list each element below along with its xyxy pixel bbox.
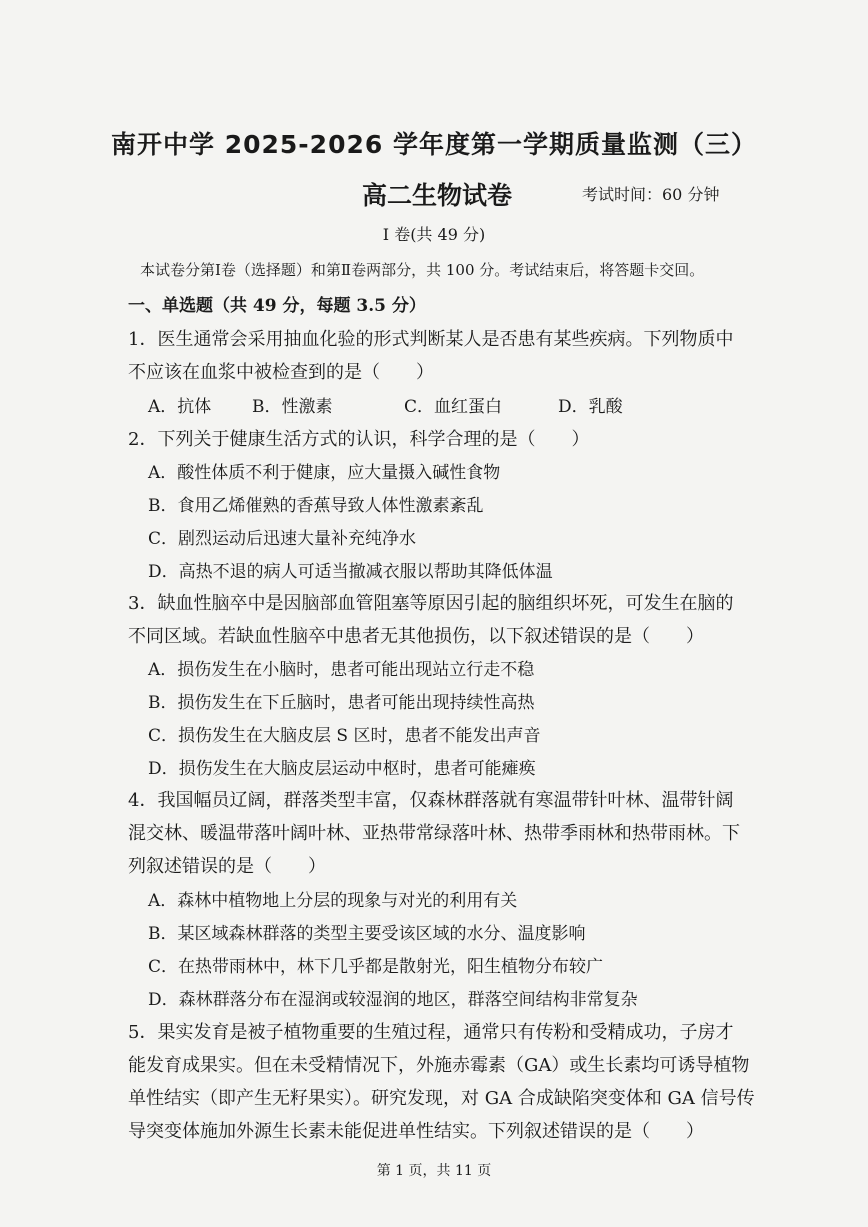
question-5-line-2: 能发育成果实。但在未受精情况下，外施赤霉素（GA）或生长素均可诱导植物 [128,1055,750,1076]
question-4-line-3: 列叙述错误的是（ ） [128,856,326,877]
question-1-line-1: 1．医生通常会采用抽血化验的形式判断某人是否患有某些疾病。下列物质中 [128,329,734,350]
question-4-option-b: B．某区域森林群落的类型主要受该区域的水分、温度影响 [148,924,586,944]
question-1-option-d: D．乳酸 [558,397,623,417]
question-2-line-1: 2．下列关于健康生活方式的认识，科学合理的是（ ） [128,429,590,450]
page-footer: 第 1 页，共 11 页 [376,1163,492,1179]
question-2-option-a: A．酸性体质不利于健康，应大量摄入碱性食物 [148,463,501,483]
question-4-line-1: 4．我国幅员辽阔，群落类型丰富，仅森林群落就有寒温带针叶林、温带针阔 [128,790,734,811]
question-5-line-3: 单性结实（即产生无籽果实）。研究发现，对 GA 合成缺陷突变体和 GA 信号传 [128,1088,755,1109]
question-4-option-a: A．森林中植物地上分层的现象与对光的利用有关 [148,891,518,911]
question-1-option-c: C．血红蛋白 [404,397,503,417]
question-4-option-c: C．在热带雨林中，林下几乎都是散射光，阳生植物分布较广 [148,957,604,977]
section-title: 一、单选题（共 49 分，每题 3.5 分） [128,296,426,316]
question-1-line-2: 不应该在血浆中被检查到的是（ ） [128,362,434,383]
question-2-option-b: B．食用乙烯催熟的香蕉导致人体性激素紊乱 [148,496,484,516]
exam-time: 考试时间：60 分钟 [582,185,720,204]
question-5-line-1: 5．果实发育是被子植物重要的生殖过程，通常只有传粉和受精成功，子房才 [128,1022,734,1043]
question-1-options [148,392,623,417]
exam-title: 南开中学 2025-2026 学年度第一学期质量监测（三） [111,130,757,159]
question-2-option-c: C．剧烈运动后迅速大量补充纯净水 [148,529,417,549]
instructions: 本试卷分第Ⅰ卷（选择题）和第Ⅱ卷两部分，共 100 分。考试结束后，将答题卡交回。 [140,261,705,279]
question-5-line-4: 导突变体施加外源生长素未能促进单性结实。下列叙述错误的是（ ） [128,1121,704,1142]
volume-label: I 卷(共 49 分) [382,225,486,244]
question-3-option-a: A．损伤发生在小脑时，患者可能出现站立行走不稳 [148,660,535,680]
question-3-option-b: B．损伤发生在下丘脑时，患者可能出现持续性高热 [148,693,535,713]
question-3-line-2: 不同区域。若缺血性脑卒中患者无其他损伤，以下叙述错误的是（ ） [128,626,704,647]
question-1-option-b: B．性激素 [252,397,333,417]
question-3-option-c: C．损伤发生在大脑皮层 S 区时，患者不能发出声音 [148,726,541,746]
question-4-option-d: D．森林群落分布在湿润或较湿润的地区，群落空间结构非常复杂 [148,990,638,1010]
question-3-option-d: D．损伤发生在大脑皮层运动中枢时，患者可能瘫痪 [148,759,536,779]
exam-subtitle: 高二生物试卷 [362,181,513,210]
question-3-line-1: 3．缺血性脑卒中是因脑部血管阻塞等原因引起的脑组织坏死，可发生在脑的 [128,593,734,614]
question-4-line-2: 混交林、暖温带落叶阔叶林、亚热带常绿落叶林、热带季雨林和热带雨林。下 [128,823,740,844]
question-1-option-a: A．抗体 [148,397,212,417]
question-2-option-d: D．高热不退的病人可适当撤减衣服以帮助其降低体温 [148,562,553,582]
